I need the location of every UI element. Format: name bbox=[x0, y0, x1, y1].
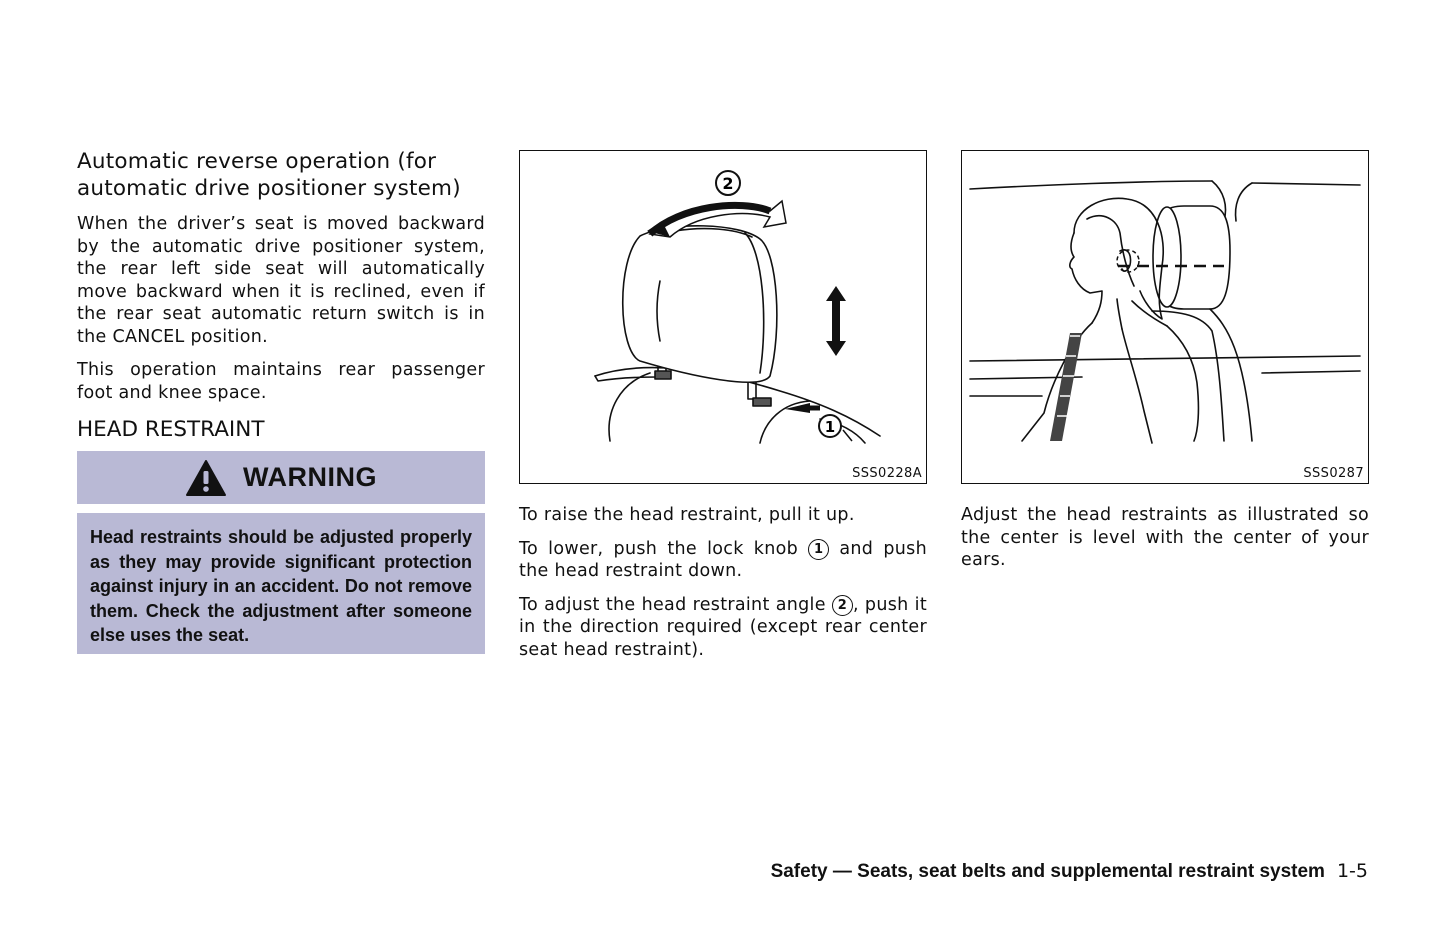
lock-knob-number: 1 bbox=[808, 539, 829, 560]
middle-column bbox=[519, 148, 927, 672]
passenger-illustration bbox=[962, 151, 1367, 482]
figure-code: SSS0287 bbox=[1303, 466, 1364, 481]
page-footer bbox=[771, 860, 1368, 883]
figure-head-restraint-position bbox=[961, 150, 1369, 484]
figure-marker-1: 1 bbox=[824, 418, 836, 436]
page-number: 1-5 bbox=[1336, 860, 1368, 882]
figure-head-restraint-adjust bbox=[519, 150, 927, 484]
angle-text-a: To adjust the head restraint angle bbox=[519, 594, 826, 615]
right-column bbox=[961, 148, 1369, 583]
warning-text: Head restraints should be adjusted properly as they may provide significant protection against injury in an accident. Do not remove them. Check the adjustment after someone else uses the seat. bbox=[90, 527, 472, 645]
warning-icon bbox=[185, 459, 227, 497]
paragraph-automatic-reverse: When the driver’s seat is moved backward by the automatic drive positioner system, the rear left side seat will automatically move backward when it is reclined, even if the rear seat automatic return switch is in the CANCEL position. bbox=[77, 214, 485, 347]
paragraph-raise: To raise the head restraint, pull it up. bbox=[519, 505, 855, 525]
footer-section-title: Safety — Seats, seat belts and supplemental restraint system bbox=[770, 861, 1325, 882]
left-column bbox=[77, 148, 485, 654]
section-heading-automatic-reverse: Automatic reverse operation (for automatic drive positioner system) bbox=[77, 149, 461, 201]
paragraph-angle bbox=[519, 594, 927, 662]
head-restraint-illustration bbox=[520, 151, 925, 482]
figure-marker-2: 2 bbox=[722, 174, 734, 193]
warning-body bbox=[77, 513, 485, 654]
paragraph-adjust-ears: Adjust the head restraints as illustrated so the center is level with the center of your ears. bbox=[961, 505, 1369, 570]
figure-code: SSS0228A bbox=[852, 466, 922, 481]
warning-label: WARNING bbox=[243, 462, 377, 492]
lower-text-b: and push the head restraint down. bbox=[519, 538, 927, 581]
paragraph-passenger-space: This operation maintains rear passenger foot and knee space. bbox=[77, 360, 485, 403]
paragraph-lower bbox=[519, 538, 927, 583]
angle-number: 2 bbox=[832, 595, 853, 616]
warning-banner bbox=[77, 451, 485, 504]
angle-text-b: , push it in the direction required (except rear center seat head restraint). bbox=[519, 594, 927, 660]
lower-text-a: To lower, push the lock knob bbox=[519, 538, 799, 559]
section-title-head-restraint: HEAD RESTRAINT bbox=[77, 417, 265, 442]
